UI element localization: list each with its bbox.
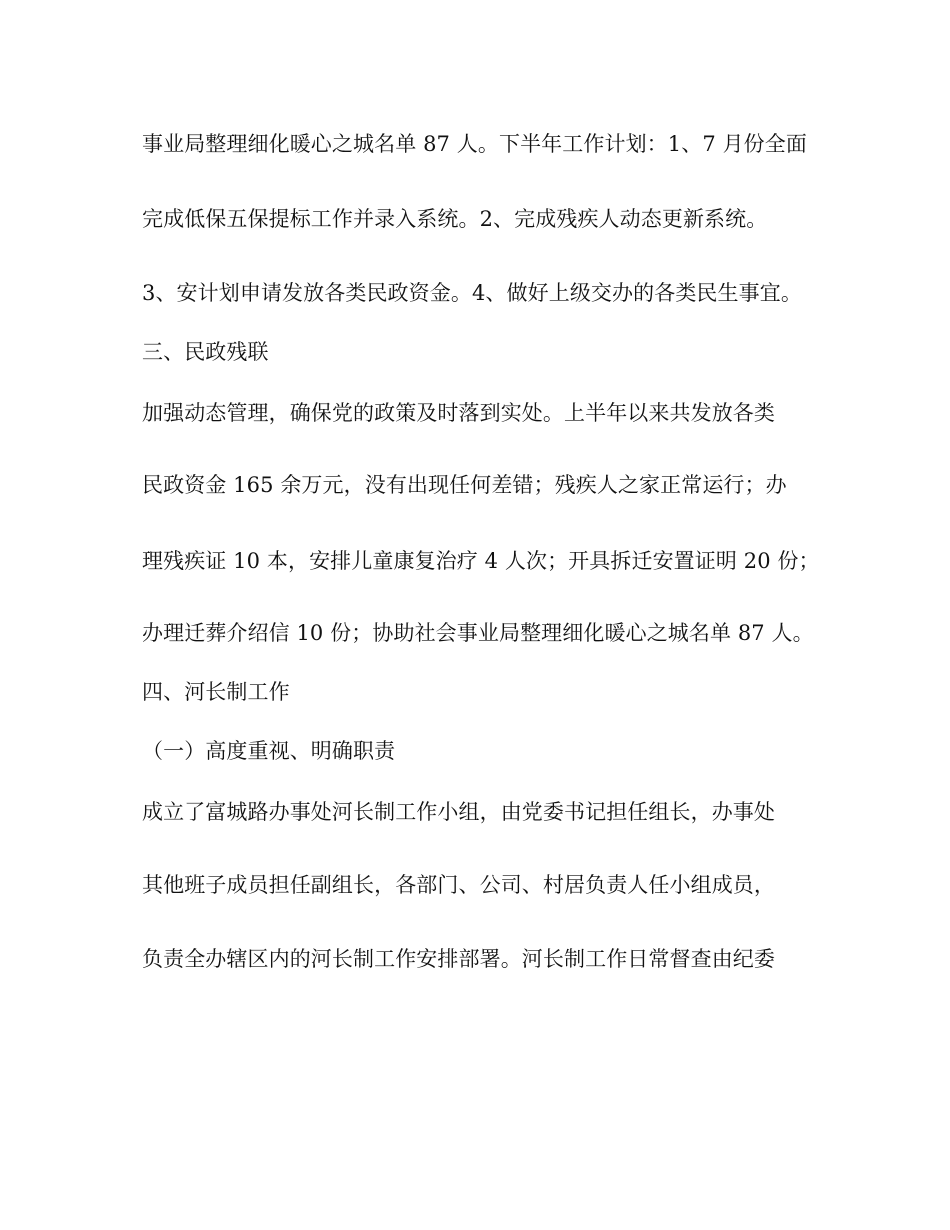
body-text-line: 加强动态管理，确保党的政策及时落到实处。上半年以来共发放各类 [142,401,775,425]
body-text-line: 其他班子成员担任副组长，各部门、公司、村居负责人任小组成员， [142,873,775,897]
body-text-line: 办理迁葬介绍信 10 份；协助社会事业局整理细化暖心之城名单 87 人。 [142,621,814,645]
body-text-line: 事业局整理细化暖心之城名单 87 人。下半年工作计划：1、7 月份全面 [142,132,807,156]
subsection-heading: （一）高度重视、明确职责 [142,739,396,763]
body-text-line: 完成低保五保提标工作并录入系统。2、完成残疾人动态更新系统。 [142,207,768,231]
body-text-line: 成立了富城路办事处河长制工作小组，由党委书记担任组长，办事处 [142,800,775,824]
section-heading: 四、河长制工作 [142,680,290,704]
section-heading: 三、民政残联 [142,340,269,364]
body-text-line: 理残疾证 10 本，安排儿童康复治疗 4 人次；开具拆迁安置证明 20 份； [142,549,820,573]
body-text-line: 3、安计划申请发放各类民政资金。4、做好上级交办的各类民生事宜。 [142,281,802,305]
body-text-line: 民政资金 165 余万元，没有出现任何差错；残疾人之家正常运行；办 [142,473,787,497]
body-text-line: 负责全办辖区内的河长制工作安排部署。河长制工作日常督查由纪委 [142,947,775,971]
